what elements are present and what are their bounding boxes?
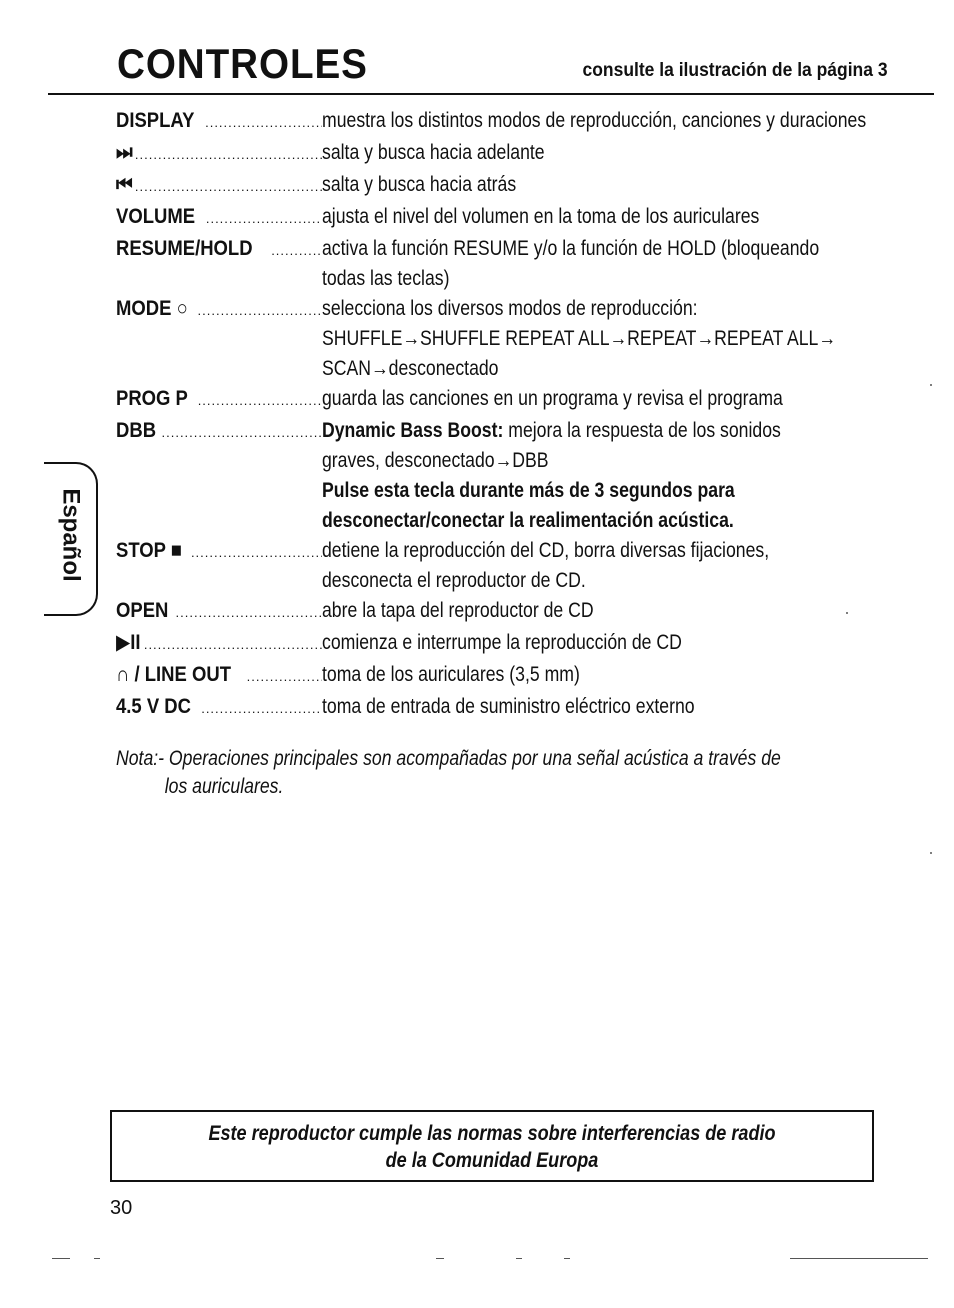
dot-leader: [162, 418, 323, 448]
compliance-notice-line-1: Este reproductor cumple las normas sobre interferencias de radio: [208, 1122, 776, 1145]
control-term: [116, 170, 322, 202]
control-term-label: RESUME/HOLD: [116, 237, 253, 260]
control-term: [116, 596, 322, 628]
dot-leader: [191, 538, 322, 568]
control-description-line: guarda las canciones en un programa y revisa el programa: [322, 387, 783, 410]
control-term-label: STOP ■: [116, 539, 182, 562]
control-description-line: comienza e interrumpe la reproducción de CD: [322, 631, 682, 654]
control-description: [322, 660, 906, 690]
control-row: [116, 202, 906, 234]
control-description-line: desconectar/conectar la realimentación acústica.: [322, 509, 734, 532]
dot-leader: [176, 598, 322, 628]
control-description-line: todas las teclas): [322, 267, 450, 290]
control-description-line: salta y busca hacia atrás: [322, 173, 517, 196]
control-term-label: MODE ○: [116, 297, 188, 320]
control-row: [116, 138, 906, 170]
control-row: [116, 170, 906, 202]
control-description: [322, 692, 906, 722]
control-description-line: activa la función RESUME y/o la función de HOLD (bloqueando: [322, 237, 820, 260]
page-header: [48, 38, 934, 95]
control-description-line: SCAN→desconectado: [322, 357, 499, 380]
control-description: [322, 596, 906, 626]
control-row: [116, 234, 906, 294]
page-reference: consulte la ilustración de la página 3: [582, 60, 888, 81]
control-term: [116, 692, 322, 724]
control-term-label: VOLUME: [116, 205, 196, 228]
control-term: [116, 384, 322, 416]
page-number: 30: [110, 1197, 133, 1219]
control-description: [322, 202, 906, 232]
dot-leader: [201, 694, 322, 724]
control-description: [322, 106, 954, 136]
control-description: [322, 294, 934, 384]
control-term-label: DISPLAY: [116, 109, 195, 132]
note-line-2: los auriculares.: [164, 775, 284, 798]
control-description: [322, 170, 906, 200]
control-term: [116, 294, 322, 326]
control-description-line: salta y busca hacia adelante: [322, 141, 545, 164]
control-row: [116, 536, 906, 596]
control-description: [322, 138, 906, 168]
control-term-label: DBB: [116, 419, 157, 442]
language-side-tab-label: Español: [58, 488, 86, 582]
control-description-line: toma de entrada de suministro eléctrico externo: [322, 695, 695, 718]
control-description-line: detiene la reproducción del CD, borra diversas fijaciones,: [322, 539, 770, 562]
dot-leader: [144, 630, 322, 660]
control-description-line: toma de los auriculares (3,5 mm): [322, 663, 580, 686]
control-description: [322, 384, 906, 414]
control-description-line: muestra los distintos modos de reproducción, canciones y duraciones: [322, 109, 867, 132]
dot-leader: [198, 296, 322, 326]
control-row: [116, 628, 906, 660]
compliance-notice-box: [110, 1110, 874, 1182]
control-term: [116, 138, 322, 170]
note-line-1: Nota:- Operaciones principales son acompañadas por una señal acústica a través de: [116, 747, 781, 770]
control-row: [116, 660, 906, 692]
dot-leader: [135, 172, 322, 202]
language-side-tab-label-box: [56, 470, 86, 600]
control-row: [116, 106, 906, 138]
control-term-label: ⏮: [116, 173, 133, 196]
control-row: [116, 692, 906, 724]
control-description-line: selecciona los diversos modos de reproducción:: [322, 297, 698, 320]
control-term-label: ⏭: [116, 141, 133, 164]
control-term: [116, 628, 322, 660]
control-description: [322, 234, 914, 294]
control-description: [322, 536, 906, 596]
control-description-line: SHUFFLE→SHUFFLE REPEAT ALL→REPEAT→REPEAT ALL→: [322, 327, 837, 350]
control-description: [322, 628, 906, 658]
page-title: CONTROLES: [117, 40, 368, 87]
control-description-line: desconecta el reproductor de CD.: [322, 569, 586, 592]
compliance-notice-line-2: de la Comunidad Europa: [385, 1149, 599, 1172]
control-description-line: Dynamic Bass Boost: mejora la respuesta de los sonidos: [322, 419, 781, 442]
control-term: [116, 660, 322, 692]
control-term-label: ∩ / LINE OUT: [116, 663, 231, 686]
control-description: [322, 416, 906, 536]
dot-leader: [206, 204, 322, 234]
control-term-label: 4.5 V DC: [116, 695, 191, 718]
controls-list: [116, 106, 906, 724]
control-row: [116, 416, 906, 536]
control-term: [116, 536, 322, 568]
dot-leader: [271, 236, 322, 266]
control-description-line: abre la tapa del reproductor de CD: [322, 599, 594, 622]
control-term-label: OPEN: [116, 599, 169, 622]
dot-leader: [198, 386, 322, 416]
note: [116, 745, 876, 801]
control-row: [116, 596, 906, 628]
control-term: [116, 202, 322, 234]
dot-leader: [135, 140, 322, 170]
control-term: [116, 234, 322, 266]
dbb-feature-name: Dynamic Bass Boost:: [322, 419, 504, 442]
dot-leader: [205, 108, 322, 138]
control-term: [116, 106, 322, 138]
control-term: [116, 416, 322, 448]
dot-leader: [247, 662, 322, 692]
control-row: [116, 294, 906, 384]
control-description-line: Pulse esta tecla durante más de 3 segundos para: [322, 479, 735, 502]
control-term-label: PROG P: [116, 387, 188, 410]
control-description-line: ajusta el nivel del volumen en la toma de los auriculares: [322, 205, 760, 228]
control-row: [116, 384, 906, 416]
control-description-line: graves, desconectado→DBB: [322, 449, 549, 472]
control-term-label: ▶II: [116, 631, 141, 654]
